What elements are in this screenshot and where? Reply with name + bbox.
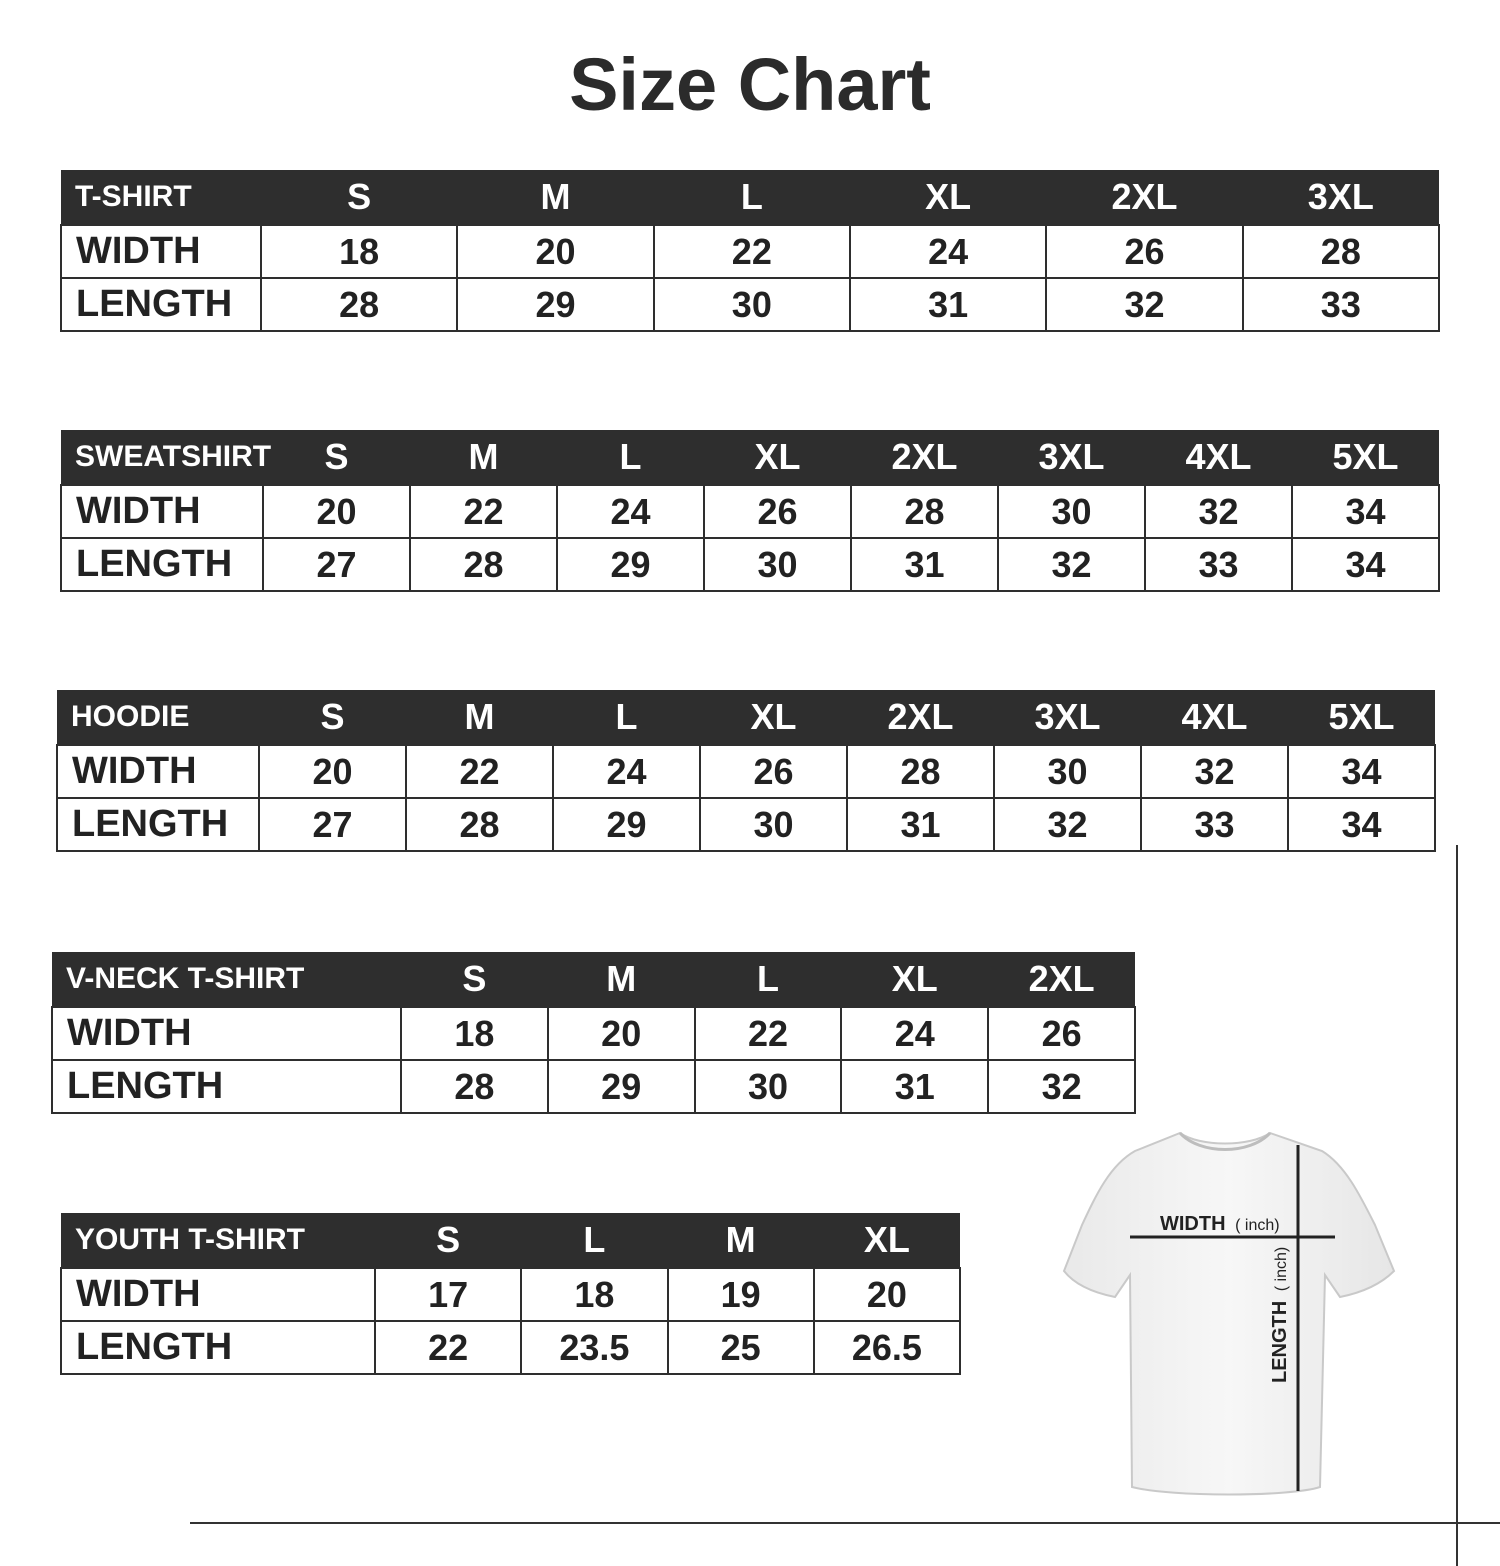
row-label: LENGTH xyxy=(52,1060,401,1113)
tshirt-icon xyxy=(1064,1133,1394,1495)
measurement-cell: 27 xyxy=(259,798,406,851)
measurement-cell: 20 xyxy=(259,745,406,798)
size-header: XL xyxy=(841,952,988,1007)
measurement-cell: 26 xyxy=(704,485,851,538)
table-row xyxy=(61,485,1439,538)
table-title: YOUTH T-SHIRT xyxy=(61,1213,375,1268)
page-title: Size Chart xyxy=(569,43,931,126)
table-title: HOODIE xyxy=(57,690,259,745)
measurement-cell: 30 xyxy=(994,745,1141,798)
row-label: WIDTH xyxy=(57,745,259,798)
row-label: LENGTH xyxy=(61,278,261,331)
size-header: 4XL xyxy=(1145,430,1292,485)
row-label: LENGTH xyxy=(57,798,259,851)
tshirt-measurement-diagram xyxy=(1060,1125,1400,1505)
measurement-cell: 30 xyxy=(704,538,851,591)
measurement-cell: 20 xyxy=(263,485,410,538)
size-header: 5XL xyxy=(1292,430,1439,485)
measurement-cell: 33 xyxy=(1243,278,1439,331)
width-label: WIDTH xyxy=(1160,1213,1226,1235)
measurement-cell: 29 xyxy=(553,798,700,851)
size-header: M xyxy=(406,690,553,745)
youth-tshirt-size-table xyxy=(60,1213,961,1375)
measurement-cell: 24 xyxy=(850,225,1046,278)
width-unit-label: ( inch) xyxy=(1235,1217,1280,1234)
measurement-cell: 18 xyxy=(521,1268,667,1321)
measurement-cell: 22 xyxy=(406,745,553,798)
row-label: LENGTH xyxy=(61,1321,375,1374)
measurement-cell: 30 xyxy=(700,798,847,851)
measurement-cell: 29 xyxy=(548,1060,695,1113)
row-label: WIDTH xyxy=(61,225,261,278)
table-row xyxy=(61,225,1439,278)
size-header: L xyxy=(521,1213,667,1268)
svg-text:WIDTH ( inch) xyxy=(1160,1213,1280,1235)
size-header: 4XL xyxy=(1141,690,1288,745)
measurement-cell: 18 xyxy=(401,1007,548,1060)
measurement-cell: 17 xyxy=(375,1268,521,1321)
size-header: 3XL xyxy=(998,430,1145,485)
size-header: S xyxy=(401,952,548,1007)
size-header: 2XL xyxy=(847,690,994,745)
size-header: 5XL xyxy=(1288,690,1435,745)
length-unit-label: ( inch) xyxy=(1273,1246,1290,1292)
row-label: WIDTH xyxy=(61,1268,375,1321)
table-row xyxy=(61,1268,960,1321)
measurement-cell: 34 xyxy=(1288,798,1435,851)
row-label: WIDTH xyxy=(52,1007,401,1060)
size-header: L xyxy=(654,170,850,225)
row-label: WIDTH xyxy=(61,485,263,538)
measurement-cell: 26 xyxy=(700,745,847,798)
size-header: S xyxy=(263,430,410,485)
size-header: S xyxy=(259,690,406,745)
measurement-cell: 30 xyxy=(998,485,1145,538)
measurement-cell: 23.5 xyxy=(521,1321,667,1374)
measurement-cell: 32 xyxy=(1141,745,1288,798)
vneck-tshirt-size-table xyxy=(51,952,1136,1114)
size-header: 2XL xyxy=(1046,170,1242,225)
sweatshirt-size-table xyxy=(60,430,1440,592)
measurement-cell: 28 xyxy=(410,538,557,591)
measurement-cell: 34 xyxy=(1292,538,1439,591)
measurement-cell: 32 xyxy=(998,538,1145,591)
table-title: T-SHIRT xyxy=(61,170,261,225)
table-row xyxy=(61,538,1439,591)
measurement-cell: 27 xyxy=(263,538,410,591)
measurement-cell: 33 xyxy=(1141,798,1288,851)
svg-text:LENGTH ( inch) xyxy=(1269,1247,1291,1383)
frame-line-vertical xyxy=(1456,845,1458,1566)
measurement-cell: 28 xyxy=(261,278,457,331)
measurement-cell: 31 xyxy=(850,278,1046,331)
size-header: L xyxy=(553,690,700,745)
size-header: M xyxy=(668,1213,814,1268)
measurement-cell: 34 xyxy=(1288,745,1435,798)
measurement-cell: 31 xyxy=(847,798,994,851)
measurement-cell: 20 xyxy=(814,1268,960,1321)
measurement-cell: 30 xyxy=(695,1060,842,1113)
table-title: SWEATSHIRT xyxy=(61,430,263,485)
measurement-cell: 28 xyxy=(851,485,998,538)
measurement-cell: 22 xyxy=(695,1007,842,1060)
size-header: 2XL xyxy=(851,430,998,485)
measurement-cell: 30 xyxy=(654,278,850,331)
size-header: M xyxy=(457,170,653,225)
measurement-cell: 18 xyxy=(261,225,457,278)
measurement-cell: 28 xyxy=(847,745,994,798)
measurement-cell: 28 xyxy=(1243,225,1439,278)
length-label: LENGTH xyxy=(1269,1300,1291,1383)
size-header: XL xyxy=(850,170,1046,225)
measurement-cell: 32 xyxy=(988,1060,1135,1113)
measurement-cell: 24 xyxy=(553,745,700,798)
size-header: M xyxy=(410,430,557,485)
table-row xyxy=(61,1321,960,1374)
measurement-cell: 24 xyxy=(557,485,704,538)
table-row xyxy=(52,1007,1135,1060)
size-header: 2XL xyxy=(988,952,1135,1007)
measurement-cell: 20 xyxy=(457,225,653,278)
table-row xyxy=(61,278,1439,331)
measurement-cell: 22 xyxy=(654,225,850,278)
measurement-cell: 28 xyxy=(401,1060,548,1113)
measurement-cell: 20 xyxy=(548,1007,695,1060)
size-header: M xyxy=(548,952,695,1007)
measurement-cell: 32 xyxy=(1046,278,1242,331)
measurement-cell: 26.5 xyxy=(814,1321,960,1374)
table-row xyxy=(57,798,1435,851)
size-header: S xyxy=(261,170,457,225)
measurement-cell: 19 xyxy=(668,1268,814,1321)
table-row xyxy=(57,745,1435,798)
measurement-cell: 26 xyxy=(988,1007,1135,1060)
measurement-cell: 22 xyxy=(375,1321,521,1374)
measurement-cell: 28 xyxy=(406,798,553,851)
size-header: XL xyxy=(814,1213,960,1268)
table-row xyxy=(52,1060,1135,1113)
measurement-cell: 31 xyxy=(841,1060,988,1113)
measurement-cell: 26 xyxy=(1046,225,1242,278)
frame-line-horizontal xyxy=(190,1522,1500,1524)
measurement-cell: 29 xyxy=(457,278,653,331)
size-header: XL xyxy=(700,690,847,745)
measurement-cell: 34 xyxy=(1292,485,1439,538)
size-header: XL xyxy=(704,430,851,485)
size-header: L xyxy=(695,952,842,1007)
measurement-cell: 32 xyxy=(1145,485,1292,538)
tshirt-size-table xyxy=(60,170,1440,332)
row-label: LENGTH xyxy=(61,538,263,591)
measurement-cell: 31 xyxy=(851,538,998,591)
measurement-cell: 29 xyxy=(557,538,704,591)
hoodie-size-table xyxy=(56,690,1436,852)
measurement-cell: 32 xyxy=(994,798,1141,851)
measurement-cell: 24 xyxy=(841,1007,988,1060)
measurement-cell: 25 xyxy=(668,1321,814,1374)
size-header: S xyxy=(375,1213,521,1268)
size-header: 3XL xyxy=(1243,170,1439,225)
measurement-cell: 22 xyxy=(410,485,557,538)
size-header: L xyxy=(557,430,704,485)
measurement-cell: 33 xyxy=(1145,538,1292,591)
table-title: V-NECK T-SHIRT xyxy=(52,952,401,1007)
size-header: 3XL xyxy=(994,690,1141,745)
